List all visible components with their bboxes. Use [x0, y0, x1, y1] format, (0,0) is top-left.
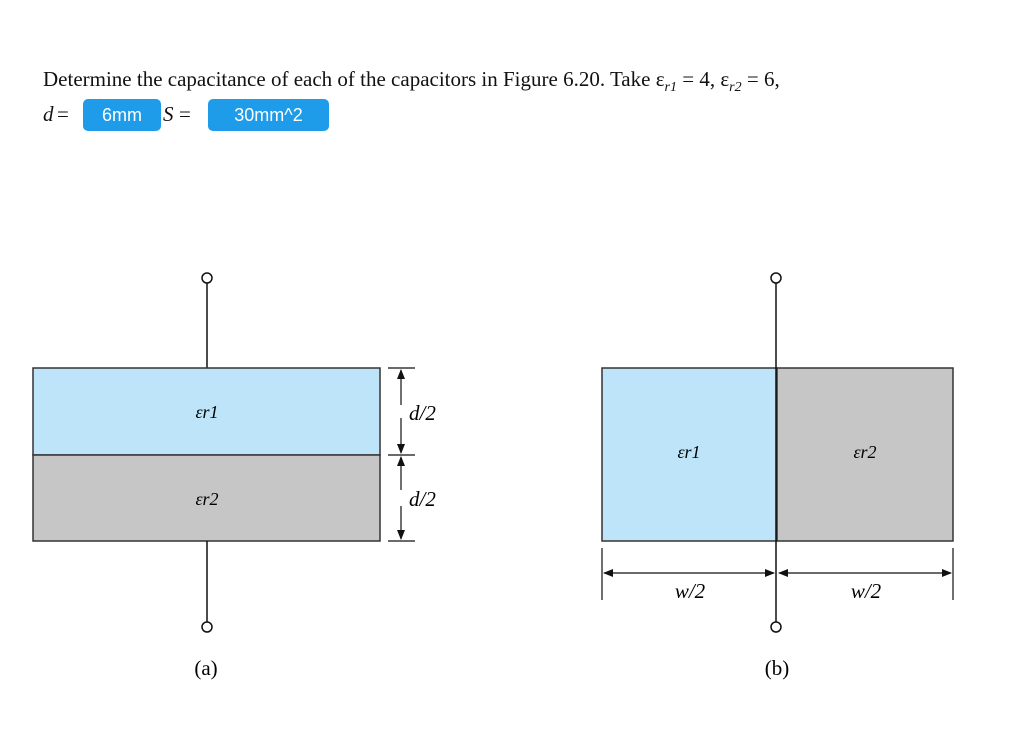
figure-b: [602, 273, 953, 680]
dim-right-label: w/2: [850, 579, 882, 603]
figure-b-er2-label: εr2: [853, 442, 877, 462]
s-value-field[interactable]: 30mm^2: [208, 99, 329, 131]
figure-a-top-terminal: [202, 273, 212, 283]
figure-a-bottom-terminal: [202, 622, 212, 632]
d-symbol: d: [43, 102, 54, 127]
d-value-field[interactable]: 6mm: [83, 99, 161, 131]
figure-a: [33, 273, 436, 680]
s-equals: =: [179, 102, 191, 127]
figure-a-caption: (a): [194, 656, 218, 680]
figure-b-top-terminal: [771, 273, 781, 283]
dim-top-label: d/2: [409, 401, 436, 425]
figure-a-er1-label: εr1: [195, 402, 219, 422]
figure-b-er1-label: εr1: [677, 442, 701, 462]
problem-text: Determine the capacitance of each of the capacitors in Figure 6.20. Take ε: [43, 67, 665, 91]
er2-value-text: = 6,: [741, 67, 780, 91]
figure-b-bottom-terminal: [771, 622, 781, 632]
d-equals: =: [57, 102, 69, 127]
dim-left-label: w/2: [674, 579, 706, 603]
er2-subscript: r2: [729, 80, 742, 96]
s-symbol: S: [163, 102, 174, 127]
dim-bottom-label: d/2: [409, 487, 436, 511]
figure-b-caption: (b): [764, 656, 790, 680]
er1-subscript: r1: [664, 80, 677, 96]
figure-a-er2-label: εr2: [195, 489, 219, 509]
er1-value-text: = 4, ε: [676, 67, 730, 91]
